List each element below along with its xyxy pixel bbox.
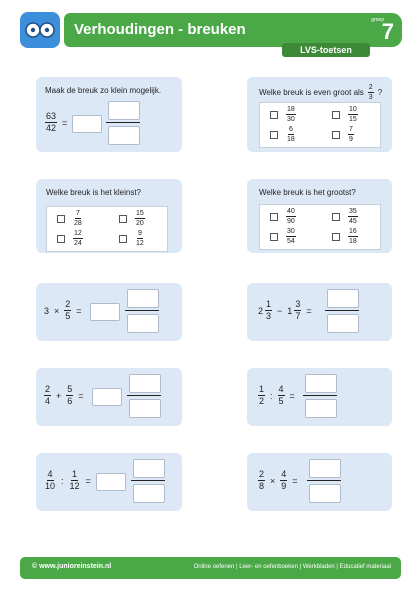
checkbox-icon[interactable] [332,233,340,241]
question-card-6 [247,283,392,341]
checkbox-icon[interactable] [332,213,340,221]
fraction: $\frac{2}{8}$ [259,469,265,491]
option-4[interactable]: $\frac{9}{12}$ [119,230,145,247]
question-text: Welke breuk is het grootst? [259,188,356,197]
fraction: $\frac{4}{9}$ [281,469,287,491]
answer-numerator-box[interactable] [327,289,359,308]
option-1[interactable]: $\frac{18}{30}$ [270,106,296,123]
page-title: Verhoudingen - breuken [74,21,246,38]
answer-denominator-box[interactable] [127,314,159,333]
fraction-line [307,480,341,481]
question-card-8 [247,368,392,426]
fraction: $\frac{2}{3}$ [368,84,373,101]
fraction: $\frac{1}{12}$ [69,469,80,491]
fraction-expression: $\frac{2}{8}$ × $\frac{4}{9}$ = [259,469,298,491]
question-card-5 [36,283,182,341]
fraction-expression: $\frac{4}{10}$ : $\frac{1}{12}$ = [45,469,91,491]
fraction: $\frac{4}{5}$ [278,384,284,406]
fraction: $\frac{4}{10}$ [45,469,56,491]
fraction-line [127,395,161,396]
question-text: Welke breuk is even groot als $\frac{2}{3}$ ? [259,84,383,101]
answer-whole-box[interactable] [96,473,126,491]
fraction-line [325,310,359,311]
fraction-line [106,122,140,123]
checkbox-icon[interactable] [332,111,340,119]
option-2[interactable]: $\frac{15}{20}$ [119,210,145,227]
header-bar [64,13,402,47]
fraction-expression: $\frac{2}{4}$ + $\frac{5}{6}$ = [45,384,84,406]
footer-links[interactable]: Online oefenen | Leer- en oefenboeken | Werkbladen | Educatief materiaal [193,564,391,570]
option-2[interactable]: $\frac{35}{45}$ [332,208,358,225]
fraction: $\frac{1}{2}$ [259,384,265,406]
option-1[interactable]: $\frac{7}{28}$ [57,210,83,227]
checkbox-icon[interactable] [332,131,340,139]
fraction: $\frac{5}{6}$ [67,384,73,406]
options-box [259,204,381,250]
answer-whole-box[interactable] [92,388,122,406]
fraction: $\frac{1}{3}$ [266,299,272,321]
answer-denominator-box[interactable] [327,314,359,333]
fraction-expression: 3 × $\frac{2}{5}$ = [44,299,82,321]
footer-website-link[interactable]: © www.junioreinstein.nl [32,563,112,570]
answer-denominator-box[interactable] [309,484,341,503]
question-card-3 [36,179,182,253]
fraction: $\frac{63}{42}$ [46,111,57,133]
question-card-1 [36,77,182,152]
checkbox-icon[interactable] [119,235,127,243]
answer-denominator-box[interactable] [305,399,337,418]
logo [20,12,60,48]
groep-label: groep [371,17,384,23]
question-text: Maak de breuk zo klein mogelijk. [45,86,162,95]
fraction: $\frac{2}{4}$ [45,384,51,406]
footer-bar [20,557,401,579]
question-card-4 [247,179,392,253]
options-box [259,102,381,148]
answer-numerator-box[interactable] [305,374,337,393]
checkbox-icon[interactable] [270,131,278,139]
answer-whole-box[interactable] [72,115,102,133]
fraction-expression: 2 $\frac{1}{3}$ − 1 $\frac{3}{7}$ = [258,299,312,321]
fraction-line [303,395,337,396]
checkbox-icon[interactable] [57,215,65,223]
answer-numerator-box[interactable] [133,459,165,478]
fraction-expression: $\frac{1}{2}$ : $\frac{4}{5}$ = [259,384,295,406]
fraction: $\frac{3}{7}$ [295,299,301,321]
checkbox-icon[interactable] [270,111,278,119]
fraction: $\frac{2}{5}$ [65,299,71,321]
fraction-expression: $\frac{63}{42}$ = [46,111,68,133]
option-3[interactable]: $\frac{6}{18}$ [270,126,296,143]
answer-numerator-box[interactable] [129,374,161,393]
fraction-line [125,310,159,311]
owl-glasses-icon [20,12,60,48]
checkbox-icon[interactable] [270,213,278,221]
subtag-badge: LVS-toetsen [282,43,370,57]
question-card-10 [247,453,392,511]
groep-number: 7 [381,19,394,44]
answer-denominator-box[interactable] [108,126,140,145]
option-2[interactable]: $\frac{10}{15}$ [332,106,358,123]
options-box [46,206,168,252]
option-4[interactable]: $\frac{7}{9}$ [332,126,354,143]
answer-numerator-box[interactable] [309,459,341,478]
fraction-line [131,480,165,481]
answer-denominator-box[interactable] [133,484,165,503]
question-card-7 [36,368,182,426]
option-4[interactable]: $\frac{16}{18}$ [332,228,358,245]
answer-numerator-box[interactable] [108,101,140,120]
option-1[interactable]: $\frac{40}{90}$ [270,208,296,225]
option-3[interactable]: $\frac{30}{54}$ [270,228,296,245]
checkbox-icon[interactable] [57,235,65,243]
answer-numerator-box[interactable] [127,289,159,308]
answer-whole-box[interactable] [90,303,120,321]
question-card-2 [247,77,392,152]
answer-denominator-box[interactable] [129,399,161,418]
question-card-9 [36,453,182,511]
option-3[interactable]: $\frac{12}{24}$ [57,230,83,247]
question-text: Welke breuk is het kleinst? [46,188,142,197]
checkbox-icon[interactable] [119,215,127,223]
checkbox-icon[interactable] [270,233,278,241]
